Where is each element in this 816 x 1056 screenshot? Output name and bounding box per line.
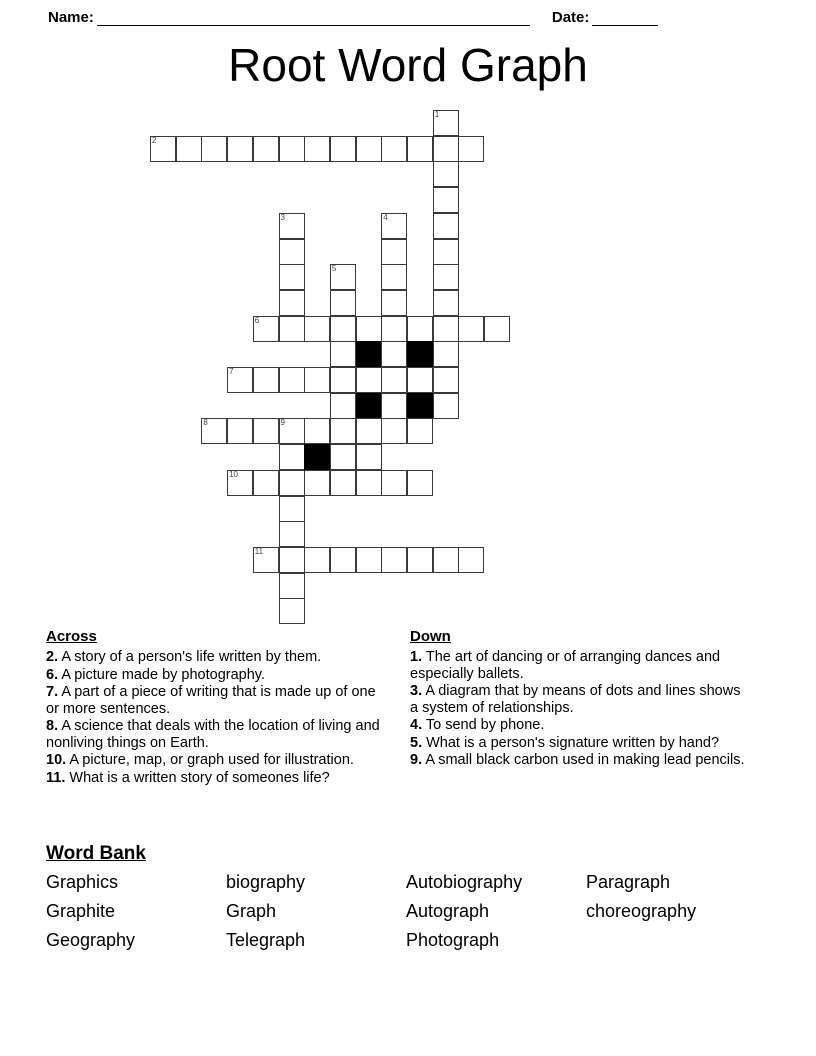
- down-clues-column: [410, 628, 750, 770]
- grid-cell[interactable]: [407, 470, 433, 496]
- grid-cell[interactable]: [253, 470, 279, 496]
- word-bank-word: Graphics: [46, 872, 119, 892]
- grid-cell[interactable]: [279, 316, 305, 342]
- word-bank-word: Autograph: [406, 901, 490, 921]
- grid-cell[interactable]: [253, 136, 279, 162]
- grid-cell[interactable]: [253, 367, 279, 393]
- across-clue-text: A story of a person's life written by them.: [58, 649, 322, 665]
- grid-cell[interactable]: [433, 290, 459, 316]
- grid-cell[interactable]: [279, 290, 305, 316]
- grid-cell[interactable]: [330, 341, 356, 367]
- grid-cell[interactable]: [330, 136, 356, 162]
- grid-cell[interactable]: [330, 470, 356, 496]
- grid-cell[interactable]: [433, 161, 459, 187]
- across-clue-text: A picture, map, or graph used for illustration.: [66, 752, 354, 768]
- across-clue: [46, 667, 391, 684]
- grid-cell[interactable]: [201, 136, 227, 162]
- grid-cell[interactable]: [433, 341, 459, 367]
- word-bank-word: Graph: [226, 901, 277, 921]
- grid-cell[interactable]: [356, 367, 382, 393]
- word-bank-word: biography: [226, 872, 306, 892]
- down-clue-text: To send by phone.: [422, 717, 545, 733]
- across-clue-number: 11.: [46, 769, 66, 786]
- word-bank-word: Autobiography: [406, 872, 523, 892]
- grid-cell[interactable]: [227, 367, 253, 393]
- page-title: Root Word Graph: [228, 39, 588, 91]
- cell-number: 4: [383, 212, 388, 222]
- cell-number: 11: [254, 546, 264, 556]
- grid-cell[interactable]: [330, 547, 356, 573]
- across-clue-text: A part of a piece of writing that is made up of one or more sentences.: [46, 684, 376, 717]
- grid-cell[interactable]: [407, 136, 433, 162]
- grid-cell[interactable]: [253, 547, 279, 573]
- grid-cell[interactable]: [330, 290, 356, 316]
- cell-number: 3: [280, 212, 285, 222]
- word-bank-grid: [46, 870, 766, 952]
- grid-cell[interactable]: [330, 418, 356, 444]
- grid-cell[interactable]: [279, 418, 305, 444]
- grid-cell[interactable]: [381, 470, 407, 496]
- grid-cell[interactable]: [330, 264, 356, 290]
- word-bank-heading: Word Bank: [46, 843, 146, 864]
- across-clue-text: A science that deals with the location of living and nonliving things on Earth.: [46, 718, 380, 751]
- grid-block: [407, 393, 433, 419]
- across-clue-number: 8.: [46, 718, 59, 734]
- date-label: Date:: [551, 9, 590, 26]
- grid-cell[interactable]: [304, 547, 330, 573]
- word-bank-word: Graphite: [46, 901, 116, 921]
- grid-cell[interactable]: [253, 418, 279, 444]
- grid-cell[interactable]: [356, 316, 382, 342]
- across-clue: [46, 770, 391, 787]
- cell-number: 7: [229, 367, 234, 376]
- grid-cell[interactable]: [381, 418, 407, 444]
- down-clue-number: 3.: [410, 683, 423, 699]
- word-bank-word: Paragraph: [586, 872, 671, 892]
- grid-cell[interactable]: [433, 187, 459, 213]
- name-label: Name:: [48, 9, 94, 26]
- grid-cell[interactable]: [330, 444, 356, 470]
- grid-cell[interactable]: [381, 290, 407, 316]
- grid-cell[interactable]: [304, 470, 330, 496]
- clues-section: [0, 628, 816, 828]
- grid-cell[interactable]: [253, 316, 279, 342]
- cell-number: 2: [152, 135, 157, 145]
- down-clue: [410, 752, 750, 769]
- grid-cell[interactable]: [356, 470, 382, 496]
- grid-block: [356, 393, 382, 419]
- across-clues-column: [46, 628, 391, 787]
- down-clue-text: The art of dancing or of arranging dances and especially ballets.: [410, 649, 721, 682]
- down-clue-number: 9.: [410, 752, 423, 768]
- grid-cell[interactable]: [381, 239, 407, 265]
- down-clue-text: A diagram that by means of dots and lines shows a system of relationships.: [410, 683, 741, 716]
- grid-cell[interactable]: [279, 239, 305, 265]
- grid-cell[interactable]: [433, 316, 459, 342]
- grid-cell[interactable]: [279, 444, 305, 470]
- grid-cell[interactable]: [381, 367, 407, 393]
- grid-cell[interactable]: [279, 470, 305, 496]
- cell-number: 10: [229, 469, 238, 479]
- grid-cell[interactable]: [484, 316, 510, 342]
- word-bank-word: choreography: [586, 901, 697, 921]
- grid-cell[interactable]: [227, 136, 253, 162]
- cell-number: 9: [280, 418, 285, 428]
- down-heading: Down: [410, 628, 451, 645]
- across-clue-text: What is a written story of someones life?: [65, 769, 330, 786]
- grid-cell[interactable]: [407, 316, 433, 342]
- across-clue: [46, 649, 391, 666]
- across-clue-list: [46, 649, 391, 786]
- grid-cell[interactable]: [381, 547, 407, 573]
- grid-cell[interactable]: [279, 573, 305, 599]
- down-clue-number: 5.: [410, 734, 423, 751]
- grid-cell[interactable]: [381, 264, 407, 290]
- cell-number: 5: [331, 264, 337, 274]
- grid-cell[interactable]: [279, 521, 305, 547]
- grid-cell[interactable]: [407, 547, 433, 573]
- grid-cell[interactable]: [176, 136, 202, 162]
- across-clue: [46, 718, 391, 751]
- grid-cell[interactable]: [381, 341, 407, 367]
- grid-cell[interactable]: [227, 470, 253, 496]
- word-bank-word: Geography: [46, 930, 136, 950]
- down-clue-text: A small black carbon used in making lead pencils.: [422, 752, 745, 768]
- down-clue: [410, 717, 750, 734]
- across-clue-text: A picture made by photography.: [58, 666, 265, 683]
- down-clue-number: 1.: [410, 649, 423, 665]
- grid-cell[interactable]: [433, 239, 459, 265]
- grid-cell[interactable]: [356, 418, 382, 444]
- grid-cell[interactable]: [433, 393, 459, 419]
- across-heading: Across: [46, 628, 97, 645]
- grid-cell[interactable]: [227, 418, 253, 444]
- grid-cell[interactable]: [433, 264, 459, 290]
- grid-cell[interactable]: [279, 598, 305, 624]
- down-clue-list: [410, 649, 750, 769]
- grid-cell[interactable]: [330, 367, 356, 393]
- across-clue-number: 10.: [46, 752, 67, 768]
- grid-cell[interactable]: [330, 316, 356, 342]
- grid-cell[interactable]: [433, 367, 459, 393]
- grid-cell[interactable]: [201, 418, 227, 444]
- grid-block: [304, 444, 330, 470]
- cell-number: 1: [434, 110, 440, 119]
- word-bank-word: Photograph: [406, 930, 500, 950]
- grid-cell[interactable]: [433, 136, 459, 162]
- grid-cell[interactable]: [330, 393, 356, 419]
- grid-cell[interactable]: [279, 496, 305, 522]
- across-clue: [46, 752, 391, 769]
- grid-cell[interactable]: [304, 136, 330, 162]
- grid-cell[interactable]: [356, 136, 382, 162]
- grid-cell[interactable]: [381, 393, 407, 419]
- grid-cell[interactable]: [381, 136, 407, 162]
- grid-cell[interactable]: [458, 136, 484, 162]
- word-bank-section: [46, 842, 766, 952]
- grid-block: [407, 341, 433, 367]
- cell-number: 6: [254, 315, 260, 325]
- grid-cell[interactable]: [458, 316, 484, 342]
- grid-block: [356, 341, 382, 367]
- grid-cell[interactable]: [433, 547, 459, 573]
- grid-cell[interactable]: [433, 213, 459, 239]
- down-clue: [410, 683, 750, 716]
- grid-cell[interactable]: [304, 367, 330, 393]
- down-clue: [410, 735, 750, 752]
- grid-cell[interactable]: [279, 264, 305, 290]
- grid-cell[interactable]: [356, 547, 382, 573]
- across-clue-number: 6.: [46, 666, 59, 683]
- grid-cell[interactable]: [279, 213, 305, 239]
- word-bank-word: Telegraph: [226, 930, 306, 950]
- grid-cell[interactable]: [433, 110, 459, 136]
- grid-cell[interactable]: [356, 444, 382, 470]
- grid-cell[interactable]: [458, 547, 484, 573]
- grid-cell[interactable]: [279, 367, 305, 393]
- across-clue-number: 7.: [46, 684, 59, 700]
- down-clue-number: 4.: [410, 717, 423, 733]
- across-clue-number: 2.: [46, 649, 59, 665]
- grid-cell[interactable]: [407, 418, 433, 444]
- cell-number: 8: [203, 418, 208, 428]
- grid-cell[interactable]: [381, 213, 407, 239]
- grid-cell[interactable]: [381, 316, 407, 342]
- grid-cell[interactable]: [304, 316, 330, 342]
- grid-cell[interactable]: [304, 418, 330, 444]
- grid-cell[interactable]: [150, 136, 176, 162]
- across-clue: [46, 684, 391, 717]
- down-clue: [410, 649, 750, 682]
- grid-cell[interactable]: [407, 367, 433, 393]
- down-clue-text: What is a person's signature written by hand?: [422, 734, 720, 751]
- grid-cell[interactable]: [279, 547, 305, 573]
- grid-cell[interactable]: [279, 136, 305, 162]
